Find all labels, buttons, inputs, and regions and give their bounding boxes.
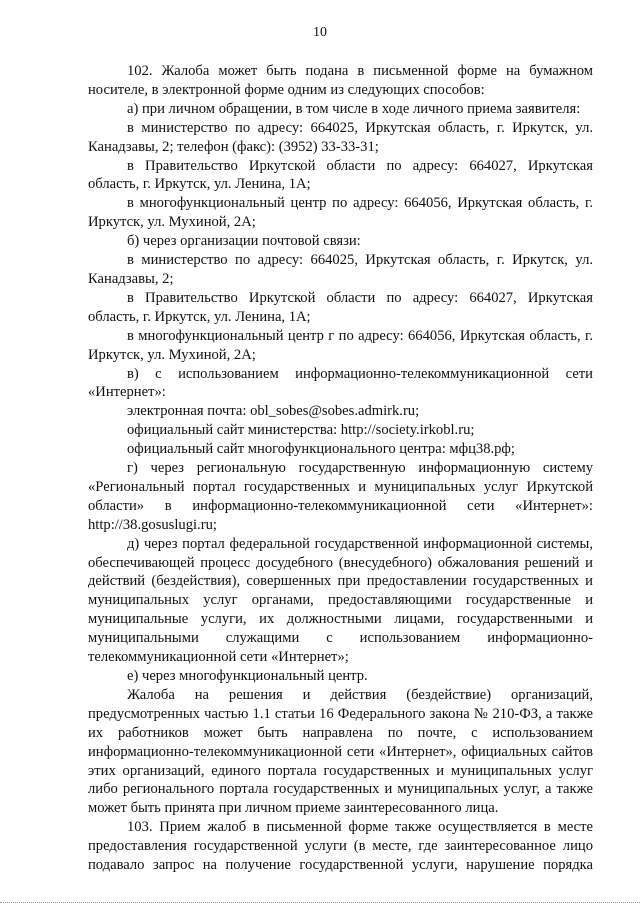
paragraph: в Правительство Иркутской области по адресу: 664027, Иркутская область, г. Иркутск, ул. Ленина, 1А; xyxy=(88,157,593,193)
paragraph: д) через портал федеральной государственной информационной системы, обеспечивающей процесс досудебного (внесудебного) обжалования решений и действий (бездействия), совершенных при предоставлении государственных и муниципальных услуг органами, предоставляющими государственные и муниципальные услуги, их должностными лицами, государственными и муниципальными служащими с использованием информационно-телекоммуникационной сети «Интернет»; xyxy=(88,535,593,666)
paragraph: Жалоба на решения и действия (бездействие) организаций, предусмотренных частью 1.1 статьи 16 Федерального закона № 210-ФЗ, а также их работников может быть направлена по почте, с использованием информационно-телекоммуникационной сети «Интернет», официальных сайтов этих организаций, единого портала государственных и муниципальных услуг либо регионального портала государственных и муниципальных услуг, а также может быть принята при личном приеме заинтересованного лица. xyxy=(88,686,593,817)
paragraph: в многофункциональный центр по адресу: 664056, Иркутская область, г. Иркутск, ул. Мухиной, 2А; xyxy=(88,195,593,231)
paragraph: в министерство по адресу: 664025, Иркутская область, г. Иркутск, ул. Канадзавы, 2; xyxy=(88,252,593,287)
paragraph: официальный сайт министерства: http://society.irkobl.ru; xyxy=(127,422,475,439)
paragraph: в министерство по адресу: 664025, Иркутская область, г. Иркутск, ул. Канадзавы, 2; телефон (факс): (3952) 33-33-31; xyxy=(88,119,593,155)
page-number: 10 xyxy=(313,25,327,40)
paragraph: е) через многофункциональный центр. xyxy=(127,668,368,684)
paragraph: в многофункциональный центр г по адресу: 664056, Иркутская область, г. Иркутск, ул. Мухиной, 2А; xyxy=(88,327,593,363)
paragraph: 102. Жалоба может быть подана в письменной форме на бумажном носителе, в электронной форме одним из следующих способов: xyxy=(88,63,593,98)
document-body xyxy=(88,62,593,875)
paragraph: 103. Прием жалоб в письменной форме также осуществляется в месте предоставления государственной услуги (в месте, где заинтересованное лицо подавало запрос на получение государственной услуги, нарушение порядка xyxy=(88,819,593,874)
paragraph: официальный сайт многофункционального центра: мфц38.рф; xyxy=(127,441,515,458)
paragraph: в Правительство Иркутской области по адресу: 664027, Иркутская область, г. Иркутск, ул. Ленина, 1А; xyxy=(88,289,593,325)
paragraph: электронная почта: obl_sobes@sobes.admirk.ru; xyxy=(127,403,420,420)
paragraph: г) через региональную государственную информационную систему «Региональный портал государственных и муниципальных услуг Иркутской области» в информационно-телекоммуникационной сети «Интернет»: http://38.gosuslugi.ru; xyxy=(88,460,593,533)
paragraph: а) при личном обращении, в том числе в ходе личного приема заявителя: xyxy=(127,100,581,117)
page-bottom-divider xyxy=(0,902,640,903)
paragraph: в) с использованием информационно-телекоммуникационной сети «Интернет»: xyxy=(88,365,593,401)
paragraph: б) через организации почтовой связи: xyxy=(127,233,361,250)
